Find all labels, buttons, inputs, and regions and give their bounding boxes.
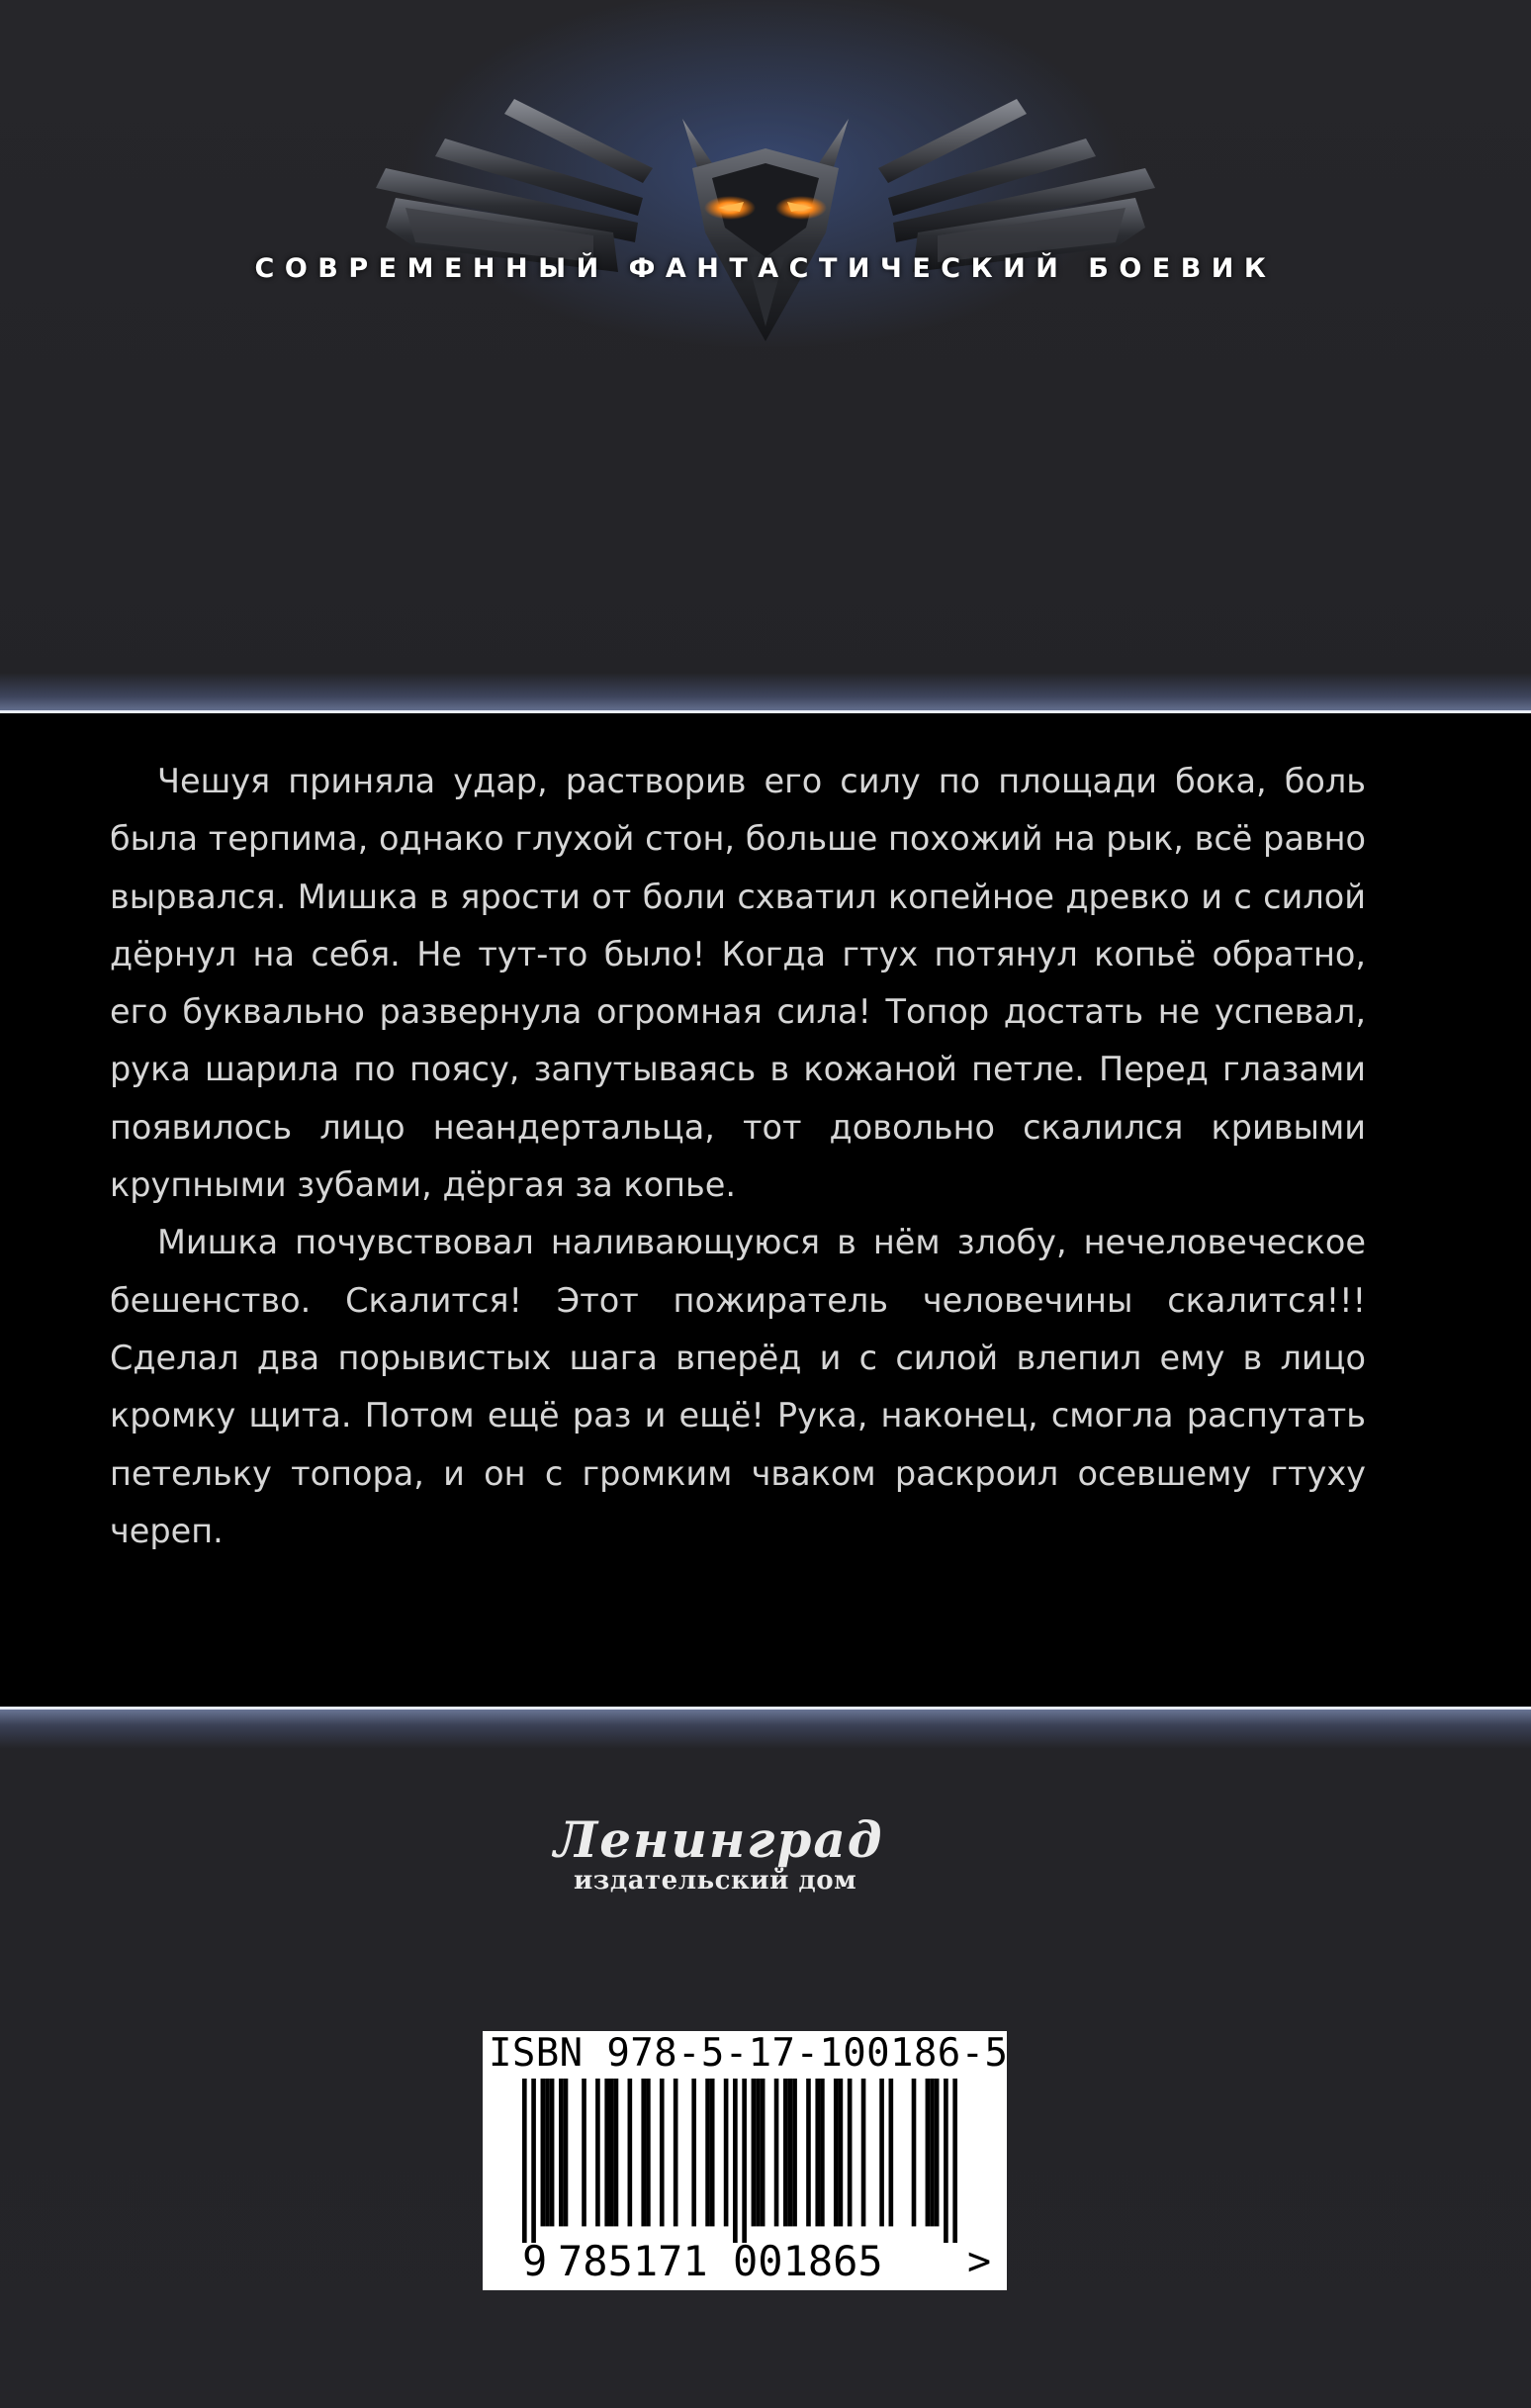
barcode-bar [861,2079,866,2226]
blurb-paragraph: Чешуя приняла удар, растворив его силу по площади бока, боль была терпима, однако глухой стон, больше похожий на рык, всё равно вырвался. Мишка в ярости от боли схватил копейное древко и с силой дёрнул на себя. Не тут-то было! Когда гтух потянул копьё обратно, его буквально развернула огромная сила! Топор достать не успевал, рука шарила по поясу, запутываясь в кожаной петле. Перед глазами появилось лицо неандертальца, тот довольно скалился кривыми крупными зубами, дёргая за копье. [110,762,1366,1205]
publisher-subtitle: издательский дом [574,1866,857,1896]
barcode-bar [691,2079,696,2226]
barcode-bar [756,2079,761,2226]
barcode-bar [609,2079,614,2226]
series-title: СОВРЕМЕННЫЙ ФАНТАСТИЧЕСКИЙ БОЕВИК [254,253,1277,284]
barcode-bar [815,2079,820,2226]
barcode-bar [614,2079,619,2226]
barcode-bar [952,2079,957,2243]
barcode-bar [788,2079,793,2226]
barcode-bar [582,2079,586,2226]
barcode-bar [710,2079,715,2226]
barcode-bar [820,2079,825,2226]
panel-top-glow [0,673,1531,712]
barcode-bar [522,2079,527,2243]
barcode-bar [783,2079,788,2226]
barcode-bar [806,2079,811,2226]
barcode-bar [550,2079,555,2226]
barcode-bar [545,2079,550,2226]
publisher-name: Ленинград [554,1810,884,1869]
barcode-bar [531,2079,536,2243]
barcode-bar [641,2079,646,2226]
panel-bottom-glow [0,1710,1531,1749]
barcode-bar [944,2079,948,2243]
barcode-bar [705,2079,710,2226]
barcode-bar [926,2079,931,2226]
blurb-panel [0,710,1531,1710]
publisher-logo [554,1810,989,1919]
blurb-paragraph: Мишка почувствовал наливающуюся в нём злобу, нечеловеческое бешенство. Скалится! Этот пожиратель человечины скалится!!! Сделал два порывистых шага вперёд и с силой влепил ему в лицо кромку щита. Потом ещё раз и ещё! Рука, наконец, смогла распутать петельку топора, и он с громким чваком раскроил осевшему гтуху череп. [110,1223,1366,1550]
barcode-bar [839,2079,844,2226]
barcode-bar [752,2079,757,2226]
barcode-bar [604,2079,609,2226]
barcode-bar [848,2079,853,2226]
barcode-bar [879,2079,884,2226]
barcode-bar [595,2079,600,2226]
barcode-bar [646,2079,651,2226]
barcode-bar [930,2079,935,2226]
barcode-bar [559,2079,564,2226]
barcode-bar [912,2079,917,2226]
barcode-bar [733,2079,738,2243]
barcode-bar [628,2079,633,2226]
barcode-bar [742,2079,747,2243]
ean-arrow: > [967,2239,992,2284]
barcode-bar [660,2079,665,2226]
barcode-bar [935,2079,940,2226]
winged-mech-demon-emblem-icon [356,59,1175,356]
barcode-bars [522,2079,957,2243]
isbn-barcode [483,2031,1007,2290]
barcode-bar [792,2079,797,2226]
ean-digits: 785171 001865 [558,2237,883,2285]
barcode-bar [674,2079,678,2226]
barcode-bar [541,2079,546,2226]
barcode-bar [889,2079,894,2226]
ean-lead-digit: 9 [522,2237,548,2285]
barcode-bar [761,2079,766,2226]
blurb-text [110,753,1366,1560]
barcode-bar [564,2079,569,2226]
barcode-bar [724,2079,729,2226]
barcode-bar [834,2079,839,2226]
isbn-label: ISBN 978-5-17-100186-5 [489,2031,1009,2076]
barcode-bar [774,2079,779,2226]
